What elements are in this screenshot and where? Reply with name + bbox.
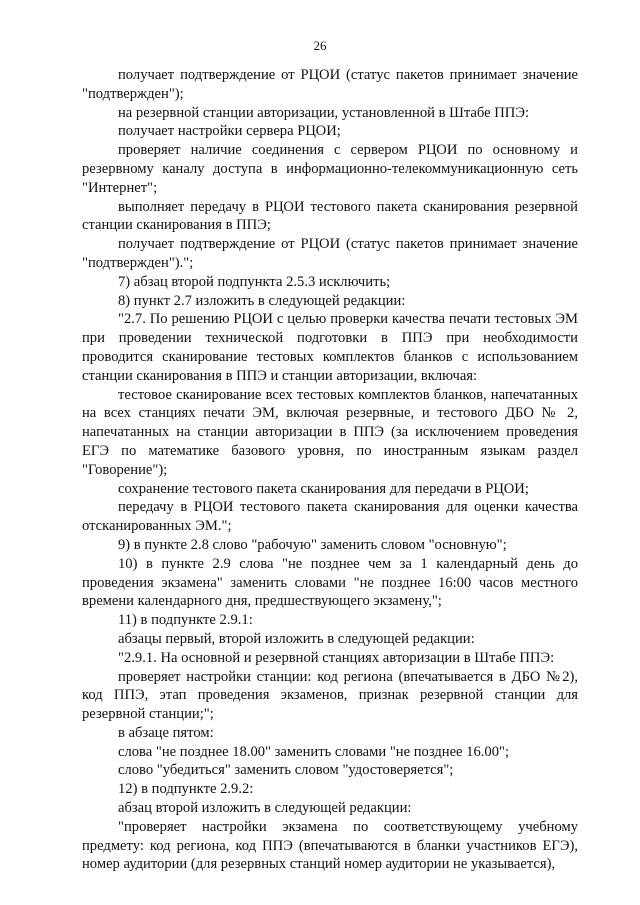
paragraph: 9) в пункте 2.8 слово "рабочую" заменить словом "основную"; — [118, 536, 507, 553]
paragraph: "проверяет настройки экзамена по соответствующему учебному предмету: код региона, код ППЭ (впечатываются в бланки участников ЕГЭ), номер аудитории (для резервных станций номер аудитории не указывается), — [82, 818, 578, 873]
paragraph: получает настройки сервера РЦОИ; — [118, 123, 341, 140]
paragraph: абзацы первый, второй изложить в следующей редакции: — [118, 630, 475, 647]
paragraph: "2.9.1. На основной и резервной станциях авторизации в Штабе ППЭ: — [118, 649, 555, 666]
paragraph: 12) в подпункте 2.9.2: — [118, 781, 254, 798]
page-number: 26 — [313, 38, 327, 53]
paragraph: передачу в РЦОИ тестового пакета сканирования для оценки качества отсканированных ЭМ."; — [82, 499, 578, 535]
paragraph: 11) в подпункте 2.9.1: — [118, 612, 253, 629]
paragraph: слова "не позднее 18.00" заменить словами "не позднее 16.00"; — [118, 743, 510, 760]
document-body — [82, 66, 578, 874]
paragraph: слово "убедиться" заменить словом "удостоверяется"; — [118, 762, 454, 779]
paragraph: на резервной станции авторизации, установленной в Штабе ППЭ: — [118, 104, 530, 121]
paragraph: 8) пункт 2.7 изложить в следующей редакции: — [118, 292, 406, 309]
paragraph: сохранение тестового пакета сканирования для передачи в РЦОИ; — [118, 480, 529, 497]
paragraph: проверяет настройки станции: код региона (впечатывается в ДБО №2), код ППЭ, этап проведения экзаменов, признак резервной станции для резервной станции;"; — [82, 668, 578, 723]
paragraph: абзац второй изложить в следующей редакции: — [118, 800, 412, 817]
paragraph: проверяет наличие соединения с сервером РЦОИ по основному и резервному каналу доступа в информационно-телекоммуникационную сеть "Интернет"; — [82, 142, 578, 196]
paragraph: в абзаце пятом: — [118, 724, 214, 741]
paragraph: получает подтверждение от РЦОИ (статус пакетов принимает значение "подтвержден")."; — [82, 236, 578, 271]
paragraph: 7) абзац второй подпункта 2.5.3 исключить; — [118, 273, 391, 290]
paragraph: "2.7. По решению РЦОИ с целью проверки качества печати тестовых ЭМ при проведении технической подготовки в ППЭ при необходимости проводится сканирование тестовых комплектов бланков с использованием станции сканирования в ППЭ и станции авторизации, включая: — [82, 311, 578, 384]
paragraph: выполняет передачу в РЦОИ тестового пакета сканирования резервной станции сканирования в ППЭ; — [82, 198, 578, 234]
paragraph: получает подтверждение от РЦОИ (статус пакетов принимает значение "подтвержден"); — [82, 67, 578, 102]
paragraph: тестовое сканирование всех тестовых комплектов бланков, напечатанных на всех станциях печати ЭМ, включая резервные, и тестового ДБО № 2, напечатанных на станции авторизации в ППЭ (за исключением проведения ЕГЭ по математике базового уровня, по иностранным языкам раздел "Говорение"); — [82, 386, 578, 478]
paragraph: 10) в пункте 2.9 слова "не позднее чем за 1 календарный день до проведения экзамена" заменить словами "не позднее 16:00 часов местного времени календарного дня, предшествующего экзамену,"; — [82, 555, 578, 610]
